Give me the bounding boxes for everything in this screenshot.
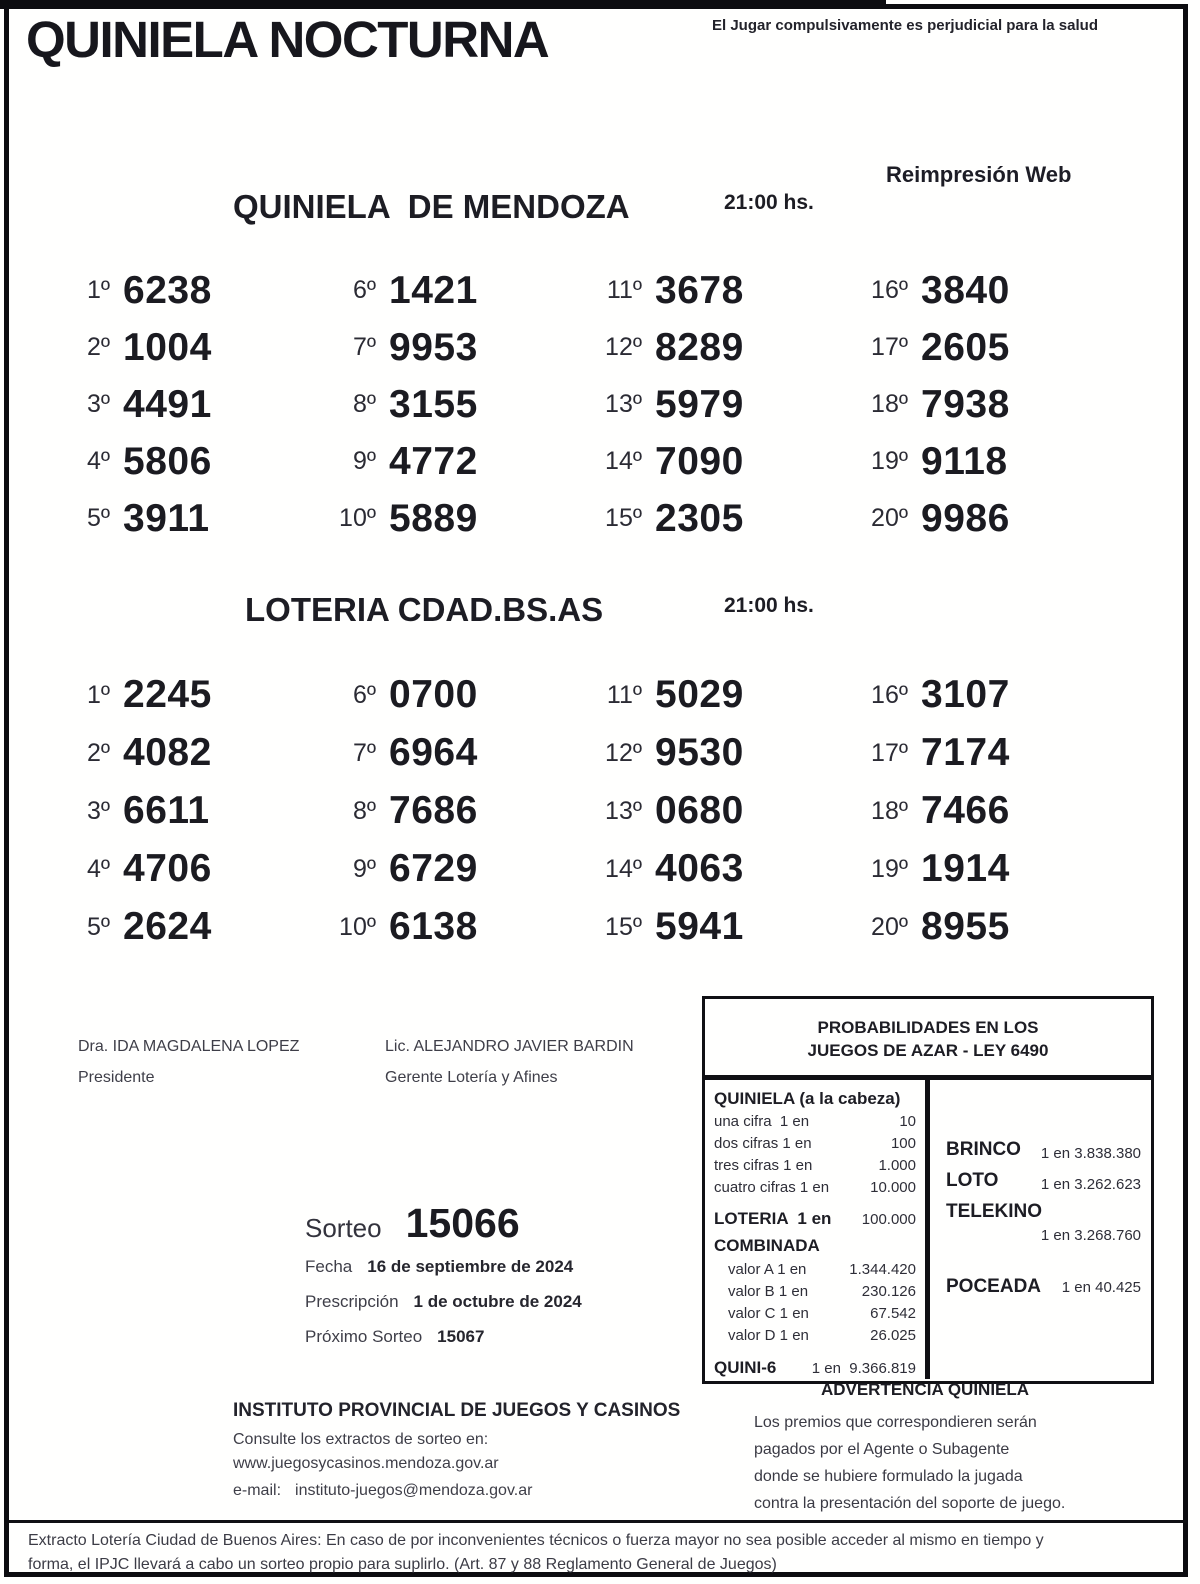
odds-label: una cifra 1 en (714, 1113, 810, 1130)
result-cell (860, 840, 1126, 898)
result-position: 16º (871, 680, 908, 709)
draw-info-block (305, 1200, 582, 1347)
result-number: 5941 (655, 905, 744, 948)
combinada-odds-rows (714, 1259, 916, 1347)
poceada-odds-value: 1 en 40.425 (1061, 1279, 1141, 1296)
probability-table (702, 996, 1154, 1384)
combinada-odds-header: COMBINADA (714, 1236, 820, 1255)
result-number: 3911 (123, 496, 210, 540)
loteria-odds-value: 100.000 (861, 1211, 916, 1228)
result-number: 0700 (389, 673, 478, 716)
result-cell (594, 840, 860, 898)
brinco-odds-row (946, 1138, 1141, 1162)
proximo-value: 15067 (437, 1327, 485, 1346)
probability-table-body (705, 1080, 1151, 1379)
result-cell (860, 666, 1126, 724)
odds-row (728, 1281, 916, 1303)
result-cell (328, 490, 594, 547)
result-cell (328, 782, 594, 840)
result-number: 5806 (123, 439, 212, 483)
result-position: 16º (871, 276, 908, 304)
result-position: 3º (86, 390, 110, 418)
proximo-label: Próximo Sorteo (305, 1327, 423, 1346)
probability-title-line1: PROBABILIDADES EN LOS (817, 1018, 1039, 1037)
result-number: 2245 (123, 673, 212, 716)
result-cell (860, 724, 1126, 782)
odds-value: 1.000 (878, 1157, 916, 1174)
odds-value: 1.344.420 (849, 1261, 916, 1278)
brinco-odds-label: BRINCO (946, 1139, 1021, 1160)
result-cell (62, 319, 328, 376)
probability-right-column (930, 1080, 1151, 1379)
odds-label: valor D 1 en (728, 1327, 809, 1344)
odds-label: valor C 1 en (728, 1305, 809, 1322)
bsas-section-title: LOTERIA CDAD.BS.AS (245, 591, 604, 628)
result-cell (860, 376, 1126, 433)
result-cell (860, 490, 1126, 547)
quini6-odds-value: 1 en 9.366.819 (811, 1360, 916, 1377)
result-number: 6964 (389, 731, 478, 774)
result-number: 6238 (123, 268, 212, 312)
result-cell (328, 840, 594, 898)
brinco-odds-value: 1 en 3.838.380 (1040, 1145, 1141, 1162)
odds-label: valor B 1 en (728, 1283, 809, 1300)
email-label: e-mail: (233, 1482, 282, 1499)
institute-name: INSTITUTO PROVINCIAL DE JUEGOS Y CASINOS (233, 1400, 681, 1421)
advertencia-title: ADVERTENCIA QUINIELA (820, 1380, 1030, 1399)
result-cell (62, 782, 328, 840)
result-number: 3840 (921, 268, 1010, 312)
odds-label: valor A 1 en (728, 1261, 807, 1278)
result-number: 2605 (921, 325, 1010, 369)
result-position: 12º (605, 738, 642, 767)
results-column (62, 666, 328, 956)
result-position: 8º (352, 796, 376, 825)
result-cell (594, 376, 860, 433)
result-number: 3155 (389, 382, 478, 426)
result-position: 13º (605, 390, 642, 418)
result-position: 15º (605, 504, 642, 532)
result-cell (594, 782, 860, 840)
prescripcion-value: 1 de octubre de 2024 (413, 1292, 582, 1311)
result-number: 4082 (123, 731, 212, 774)
result-cell (860, 319, 1126, 376)
quiniela-odds-header: QUINIELA (a la cabeza) (714, 1089, 901, 1108)
bsas-draw-time: 21:00 hs. (724, 594, 814, 617)
odds-label: tres cifras 1 en (714, 1157, 813, 1174)
result-position: 5º (86, 504, 110, 532)
result-cell (594, 490, 860, 547)
odds-row (714, 1155, 916, 1177)
result-position: 8º (352, 390, 376, 418)
sorteo-line (305, 1200, 582, 1247)
result-number: 5029 (655, 673, 744, 716)
prescripcion-label: Prescripción (305, 1292, 399, 1311)
odds-label: dos cifras 1 en (714, 1135, 812, 1152)
advertencia-line: pagados por el Agente o Subagente (754, 1441, 1010, 1458)
bsas-results-grid (62, 666, 1142, 956)
result-cell (594, 724, 860, 782)
telekino-odds-value: 1 en 3.268.760 (1040, 1227, 1141, 1244)
result-position: 9º (352, 447, 376, 475)
footer-line: Extracto Lotería Ciudad de Buenos Aires: En caso de por inconvenientes técnicos o fuerza mayor no sea posible acceder al mismo en tiempo y (28, 1532, 1044, 1549)
odds-row (714, 1177, 916, 1199)
results-column (594, 666, 860, 956)
advertencia-line: contra la presentación del soporte de juego. (754, 1495, 1066, 1512)
prescripcion-line (305, 1292, 582, 1312)
result-position: 2º (86, 738, 110, 767)
results-column (328, 666, 594, 956)
official-name: Dra. IDA MAGDALENA LOPEZ (78, 1038, 300, 1055)
result-number: 7686 (389, 789, 478, 832)
probability-table-title (705, 999, 1151, 1080)
result-cell (328, 319, 594, 376)
result-position: 7º (352, 333, 376, 361)
result-position: 12º (605, 333, 642, 361)
footer-legal-text (28, 1529, 1176, 1577)
mendoza-section-title: QUINIELA DE MENDOZA (233, 188, 630, 225)
mendoza-results-grid (62, 262, 1142, 547)
result-cell (328, 433, 594, 490)
quini6-odds-label: QUINI-6 (714, 1358, 777, 1377)
result-number: 1421 (389, 268, 478, 312)
result-cell (860, 262, 1126, 319)
odds-value: 10 (899, 1113, 916, 1130)
result-number: 8289 (655, 325, 744, 369)
result-position: 1º (86, 276, 110, 304)
result-position: 3º (86, 796, 110, 825)
odds-row (728, 1259, 916, 1281)
result-number: 9118 (921, 439, 1008, 483)
result-number: 1004 (123, 325, 212, 369)
result-position: 10º (339, 912, 376, 941)
loteria-odds-label: LOTERIA 1 en (714, 1209, 832, 1228)
email-address: instituto-juegos@mendoza.gov.ar (295, 1482, 533, 1499)
result-number: 3107 (921, 673, 1010, 716)
result-cell (62, 376, 328, 433)
result-number: 6729 (389, 847, 478, 890)
result-number: 4491 (123, 382, 212, 426)
probability-title-line2: JUEGOS DE AZAR - LEY 6490 (807, 1041, 1049, 1060)
result-position: 2º (86, 333, 110, 361)
result-number: 7938 (921, 382, 1010, 426)
poceada-odds-label: POCEADA (946, 1276, 1042, 1297)
result-position: 17º (871, 738, 908, 767)
result-number: 3678 (655, 268, 744, 312)
institute-website: www.juegosycasinos.mendoza.gov.ar (233, 1455, 499, 1472)
official-role: Gerente Lotería y Afines (385, 1069, 558, 1086)
result-position: 4º (86, 447, 110, 475)
result-position: 18º (871, 390, 908, 418)
result-number: 4706 (123, 847, 212, 890)
result-position: 20º (871, 912, 908, 941)
result-position: 9º (352, 854, 376, 883)
result-cell (860, 433, 1126, 490)
result-position: 6º (352, 680, 376, 709)
result-cell (594, 666, 860, 724)
result-position: 7º (352, 738, 376, 767)
results-column (594, 262, 860, 547)
result-cell (62, 433, 328, 490)
loteria-odds-row (714, 1206, 916, 1233)
sorteo-label: Sorteo (305, 1213, 382, 1243)
result-number: 2624 (123, 905, 212, 948)
poceada-odds-row (946, 1275, 1141, 1299)
result-cell (62, 724, 328, 782)
result-cell (594, 262, 860, 319)
result-cell (62, 898, 328, 956)
result-number: 9953 (389, 325, 478, 369)
odds-value: 230.126 (861, 1283, 916, 1300)
result-cell (860, 898, 1126, 956)
officials-block (78, 1038, 692, 1087)
result-cell (594, 433, 860, 490)
reprint-web-label: Reimpresión Web (886, 162, 1072, 187)
health-warning-text: El Jugar compulsivamente es perjudicial para la salud (712, 17, 1098, 34)
result-position: 20º (871, 504, 908, 532)
result-cell (62, 840, 328, 898)
institute-block (233, 1400, 680, 1500)
result-number: 7174 (921, 731, 1010, 774)
odds-value: 10.000 (870, 1179, 916, 1196)
mendoza-draw-time: 21:00 hs. (724, 191, 814, 214)
result-cell (328, 262, 594, 319)
result-number: 4063 (655, 847, 744, 890)
official-role: Presidente (78, 1069, 155, 1086)
result-position: 18º (871, 796, 908, 825)
page-title: QUINIELA NOCTURNA (26, 11, 549, 68)
odds-row (728, 1325, 916, 1347)
result-position: 17º (871, 333, 908, 361)
proximo-sorteo-line (305, 1327, 582, 1347)
odds-row (728, 1303, 916, 1325)
result-cell (594, 898, 860, 956)
advertencia-text (690, 1409, 1160, 1517)
result-number: 6138 (389, 905, 478, 948)
loto-odds-row (946, 1169, 1141, 1193)
result-number: 4772 (389, 439, 478, 483)
official-president (78, 1038, 385, 1087)
result-number: 7466 (921, 789, 1010, 832)
result-position: 15º (605, 912, 642, 941)
odds-row (714, 1133, 916, 1155)
result-position: 19º (871, 854, 908, 883)
odds-value: 100 (890, 1135, 916, 1152)
result-position: 10º (339, 504, 376, 532)
official-manager (385, 1038, 692, 1087)
odds-value: 26.025 (870, 1327, 916, 1344)
results-column (328, 262, 594, 547)
footer-line: forma, el IPJC llevará a cabo un sorteo propio para suplirlo. (Art. 87 y 88 Reglamento General de Juegos) (28, 1556, 777, 1573)
result-position: 1º (86, 680, 110, 709)
institute-consult-line: Consulte los extractos de sorteo en: (233, 1431, 489, 1448)
result-cell (860, 782, 1126, 840)
result-position: 4º (86, 854, 110, 883)
fecha-label: Fecha (305, 1257, 353, 1276)
quini6-odds-row (714, 1356, 916, 1381)
result-number: 8955 (921, 905, 1010, 948)
result-number: 9986 (921, 496, 1010, 540)
result-cell (62, 262, 328, 319)
advertencia-line: Los premios que correspondieren serán (754, 1414, 1037, 1431)
results-column (860, 666, 1126, 956)
fecha-line (305, 1257, 582, 1277)
telekino-odds-row (946, 1200, 1141, 1248)
result-cell (62, 490, 328, 547)
result-number: 5889 (389, 496, 478, 540)
institute-email-line (233, 1482, 680, 1500)
result-number: 7090 (655, 439, 744, 483)
result-number: 2305 (655, 496, 744, 540)
odds-row (714, 1111, 916, 1133)
result-number: 9530 (655, 731, 744, 774)
result-position: 14º (605, 447, 642, 475)
official-name: Lic. ALEJANDRO JAVIER BARDIN (385, 1038, 634, 1055)
footer-divider (9, 1520, 1187, 1523)
result-position: 5º (86, 912, 110, 941)
result-number: 0680 (655, 789, 744, 832)
result-position: 14º (605, 854, 642, 883)
result-cell (328, 376, 594, 433)
result-position: 13º (605, 796, 642, 825)
probability-left-column (705, 1080, 930, 1379)
loto-odds-label: LOTO (946, 1170, 999, 1191)
result-number: 6611 (123, 789, 210, 832)
advertencia-block (690, 1380, 1160, 1517)
result-cell (594, 319, 860, 376)
result-cell (62, 666, 328, 724)
sorteo-number: 15066 (405, 1200, 520, 1246)
result-cell (328, 898, 594, 956)
odds-value: 67.542 (870, 1305, 916, 1322)
result-number: 1914 (921, 847, 1010, 890)
loto-odds-value: 1 en 3.262.623 (1040, 1176, 1141, 1193)
result-position: 19º (871, 447, 908, 475)
result-position: 11º (606, 276, 642, 304)
fecha-value: 16 de septiembre de 2024 (367, 1257, 574, 1276)
result-position: 6º (352, 276, 376, 304)
result-cell (328, 666, 594, 724)
advertencia-line: donde se hubiere formulado la jugada (754, 1468, 1023, 1485)
result-cell (328, 724, 594, 782)
result-number: 5979 (655, 382, 744, 426)
odds-label: cuatro cifras 1 en (714, 1179, 830, 1196)
results-column (62, 262, 328, 547)
telekino-odds-label: TELEKINO (946, 1201, 1043, 1222)
results-column (860, 262, 1126, 547)
result-position: 11º (606, 680, 642, 709)
